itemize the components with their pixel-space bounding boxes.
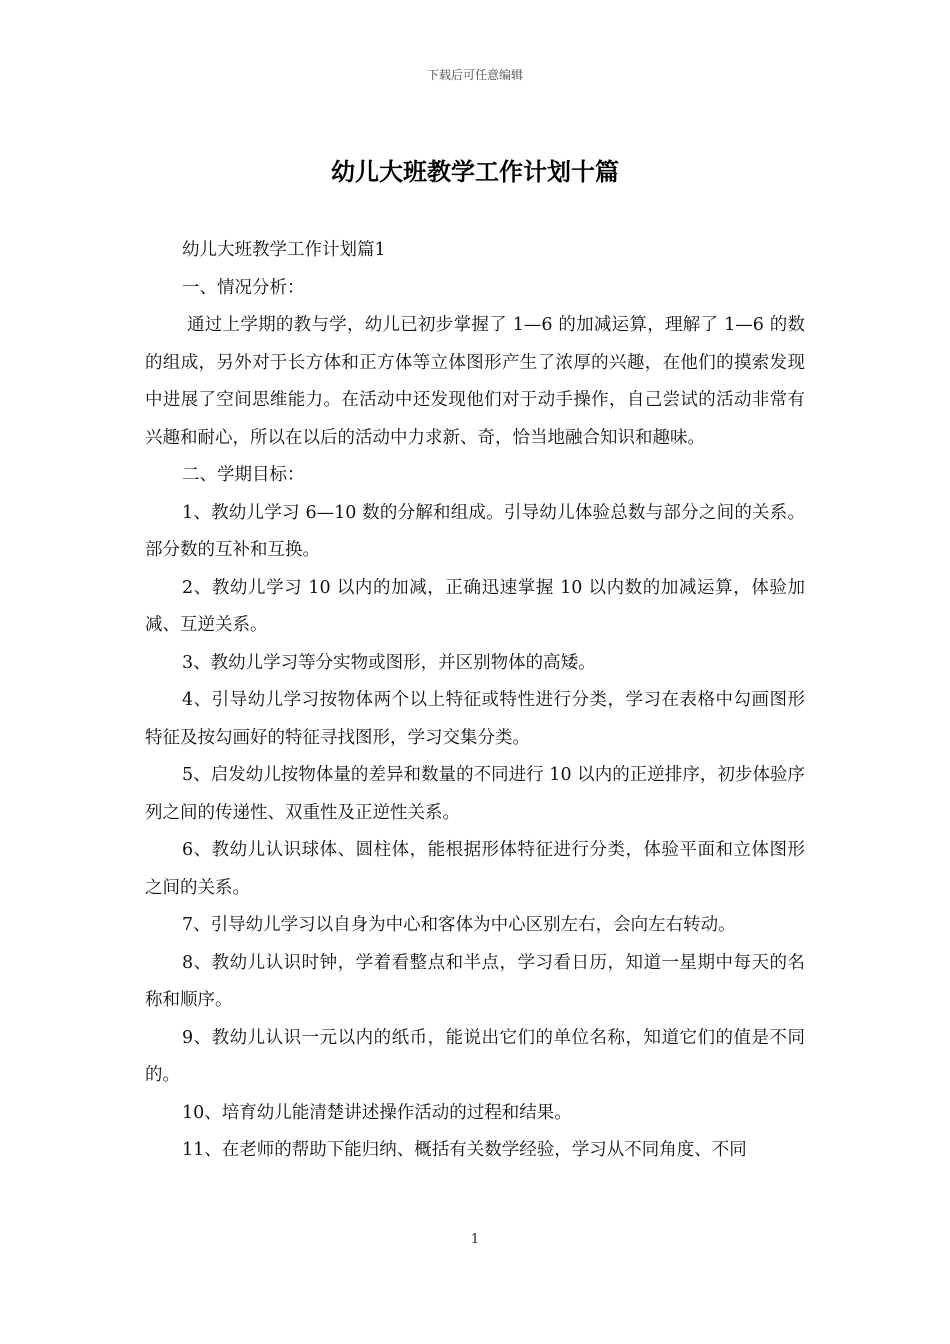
list-item: 8、教幼儿认识时钟，学着看整点和半点，学习看日历，知道一星期中每天的名称和顺序。 [145, 952, 805, 1010]
list-item: 5、启发幼儿按物体量的差异和数量的不同进行 10 以内的正逆排序，初步体验序列之间的传递性、双重性及正逆性关系。 [145, 765, 805, 823]
list-item: 3、教幼儿学习等分实物或图形，并区别物体的高矮。 [182, 652, 596, 673]
page-header: 下载后可任意编辑 [426, 68, 523, 82]
document-body [145, 232, 805, 1170]
document-title: 幼儿大班教学工作计划十篇 [331, 157, 619, 186]
list-item: 11、在老师的帮助下能归纳、概括有关数学经验，学习从不同角度、不同 [182, 1140, 747, 1160]
subsection-heading: 一、情况分析： [182, 277, 305, 298]
list-item: 7、引导幼儿学习以自身为中心和客体为中心区别左右，会向左右转动。 [182, 915, 736, 935]
page-number: 1 [470, 1232, 480, 1247]
subsection-heading: 二、学期目标： [182, 465, 305, 485]
list-item: 2、教幼儿学习 10 以内的加减，正确迅速掌握 10 以内数的加减运算，体验加减、互逆关系。 [145, 577, 805, 635]
list-item: 1、教幼儿学习 6—10 数的分解和组成。引导幼儿体验总数与部分之间的关系。部分数的互补和互换。 [145, 502, 805, 560]
list-item: 9、教幼儿认识一元以内的纸币，能说出它们的单位名称，知道它们的值是不同的。 [145, 1027, 805, 1085]
paragraph: 通过上学期的教与学，幼儿已初步掌握了 1—6 的加减运算，理解了 1—6 的数的组成，另外对于长方体和正方体等立体图形产生了浓厚的兴趣，在他们的摸索发现中进展了空间思维能力。在活动中还发现他们对于动手操作，自己尝试的活动非常有兴趣和耐心，所以在以后的活动中力求新、奇，恰当地融合知识和趣味。 [145, 315, 805, 448]
list-item: 4、引导幼儿学习按物体两个以上特征或特性进行分类，学习在表格中勾画图形特征及按勾画好的特征寻找图形，学习交集分类。 [145, 690, 805, 748]
list-item: 10、培育幼儿能清楚讲述操作活动的过程和结果。 [182, 1102, 572, 1123]
list-item: 6、教幼儿认识球体、圆柱体，能根据形体特征进行分类，体验平面和立体图形之间的关系。 [145, 840, 805, 898]
section-heading: 幼儿大班教学工作计划篇1 [182, 240, 386, 260]
